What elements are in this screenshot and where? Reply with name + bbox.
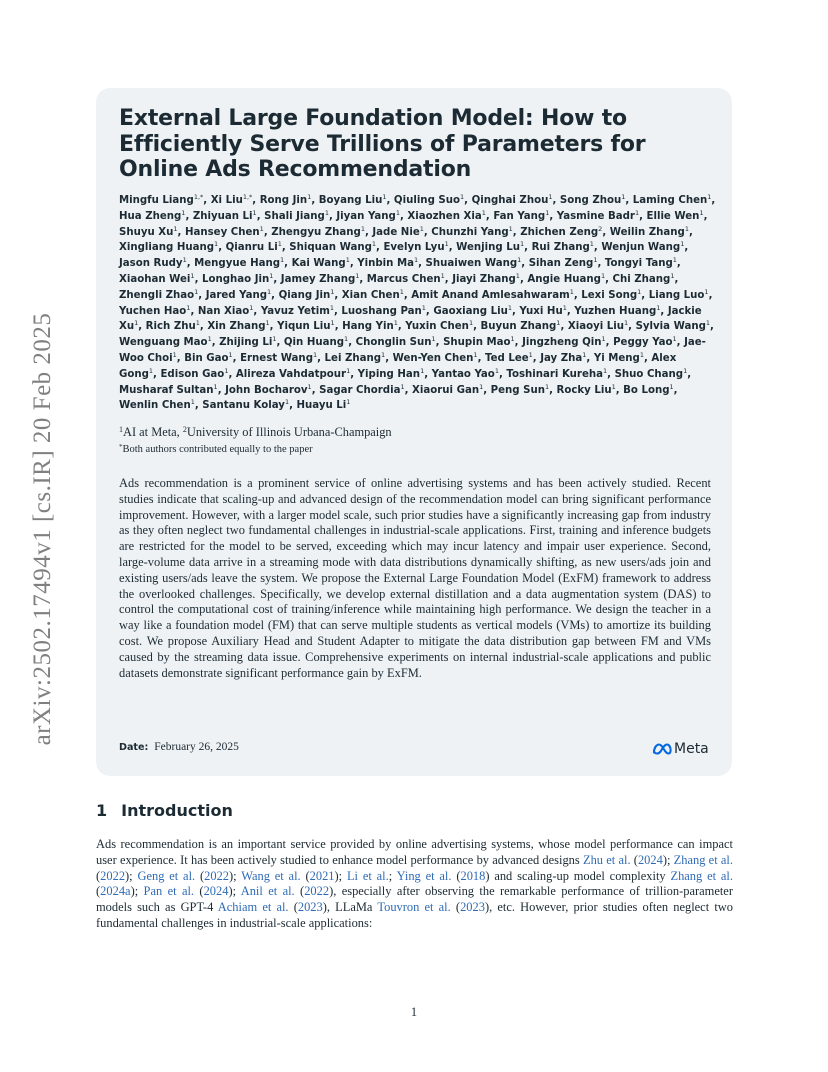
author-affiliation-marker: 1	[556, 319, 561, 328]
author-name: Jae-Woo Choi	[119, 337, 706, 364]
author-name: Lei Zhang	[324, 352, 382, 364]
author-affiliation-marker: 1	[284, 398, 290, 407]
meta-logo	[652, 741, 709, 757]
citation-link[interactable]: Pan et al.	[143, 884, 195, 899]
meta-logo-text: Meta	[674, 741, 709, 757]
intro-text: (	[96, 884, 101, 899]
author-affiliation-marker: 1	[228, 350, 233, 359]
author-affiliation-marker: 1	[699, 208, 704, 217]
author-name: Wenjun Wang	[601, 242, 681, 254]
intro-text: );	[229, 868, 242, 883]
citation-link[interactable]: Geng et al.	[137, 868, 196, 883]
author-affiliation-marker: 1	[259, 224, 264, 233]
author-name: Yuchen Hao	[119, 305, 187, 317]
author-name: Zhengyu Zhang	[271, 226, 361, 238]
intro-text: );	[125, 868, 138, 883]
author-name: Hang Yin	[342, 321, 394, 333]
author-affiliation-marker: 1	[344, 335, 349, 344]
affiliations	[119, 425, 717, 440]
author-affiliation-marker: 1	[603, 366, 608, 375]
author-affiliation-marker: 1	[421, 303, 426, 312]
author-name: Edison Gao	[160, 368, 225, 380]
author-name: Qiang Jin	[278, 289, 331, 301]
author-affiliation-marker: 1	[249, 303, 254, 312]
arxiv-identifier[interactable]	[23, 294, 63, 764]
author-affiliation-marker: 1	[195, 319, 200, 328]
author-name: Shuyu Xu	[119, 226, 174, 238]
author-name: Rich Zhu	[145, 321, 196, 333]
intro-text: ), etc. However, prior studies often neglect two fundamental challenges in industrial-scale applications:	[96, 900, 733, 930]
author-name: Tongyi Tang	[604, 258, 673, 270]
intro-text: (	[96, 868, 101, 883]
author-affiliation-marker: 1	[507, 303, 512, 312]
author-name: Toshinari Kureha	[506, 368, 603, 380]
author-affiliation-marker: 1,*	[242, 193, 253, 201]
author-affiliation-marker: 1	[684, 224, 689, 233]
intro-text: (	[294, 884, 305, 899]
author-name: Yantao Yao	[431, 368, 495, 380]
citation-link[interactable]: Wang et al.	[241, 868, 301, 883]
author-affiliation-marker: 1	[307, 382, 312, 391]
author-name: Chonglin Sun	[355, 337, 432, 349]
author-name: Liang Luo	[648, 289, 705, 301]
author-affiliation-marker: 1	[707, 193, 712, 201]
author-name: Shupin Mao	[443, 337, 511, 349]
author-affiliation-marker: 1	[267, 287, 272, 296]
author-affiliation-marker: 1	[213, 382, 218, 391]
author-affiliation-marker: 1	[444, 240, 449, 249]
author-affiliation-marker: 1	[508, 224, 513, 233]
author-name: Shuo Chang	[614, 368, 684, 380]
meta-infinity-icon	[652, 743, 672, 755]
citation-link[interactable]: Zhang et al.	[670, 868, 733, 883]
author-name: Qin Huang	[283, 337, 345, 349]
author-affiliation-marker: 1	[431, 335, 436, 344]
author-affiliation-marker: 1	[399, 287, 404, 296]
author-affiliation-marker: 1	[600, 271, 606, 280]
date-line	[119, 741, 239, 753]
citation-link[interactable]: 2023	[297, 900, 323, 915]
author-name: John Bocharov	[225, 384, 308, 396]
author-name: Laming Chen	[632, 195, 708, 206]
intro-text: ;	[388, 868, 397, 883]
author-affiliation-marker: 1	[381, 350, 386, 359]
page-number: 1	[410, 1005, 418, 1019]
author-name: Rong Jin	[259, 195, 308, 206]
equal-contribution-text: Both authors contributed equally to the paper	[122, 444, 313, 455]
author-affiliation-marker: 1	[272, 335, 277, 344]
author-name: Zhichen Zeng	[520, 226, 599, 238]
equal-contribution-marker: *	[119, 443, 123, 451]
citation-link[interactable]: Anil et al.	[240, 884, 295, 899]
intro-text: Ads recommendation is an important service provided by online advertising systems, whose model performance can impact user experience. It has been actively studied to enhance model performance by advanced designs	[96, 837, 733, 867]
intro-text: );	[228, 884, 241, 899]
author-name: Musharaf Sultan	[119, 384, 214, 396]
author-affiliation-marker: 1	[186, 303, 191, 312]
author-affiliation-marker: 1	[479, 382, 484, 391]
author-affiliation-marker: 1	[194, 287, 199, 296]
author-name: Xin Zhang	[207, 321, 266, 333]
author-affiliation-marker: 1	[705, 319, 711, 328]
intro-text: (	[451, 868, 461, 883]
author-affiliation-marker: 1	[548, 193, 553, 201]
author-affiliation-marker: 1,*	[193, 193, 204, 201]
author-name: Yuxin Chen	[405, 321, 469, 333]
author-name: Chi Zhang	[612, 273, 671, 285]
author-name: Amit Anand Amlesahwaram	[411, 289, 570, 301]
author-name: Xi Liu	[210, 195, 243, 206]
author-name: Jamey Zhang	[280, 273, 356, 285]
author-name: Wen-Yen Chen	[392, 352, 474, 364]
citation-link[interactable]: Li et al.	[346, 868, 389, 883]
citation-link[interactable]: Zhang et al.	[673, 852, 733, 867]
author-affiliation-marker: 1	[346, 398, 351, 407]
intro-text: (	[630, 852, 638, 867]
section-number: 1	[96, 801, 108, 820]
author-name: Qiuling Suo	[393, 195, 460, 206]
author-affiliation-marker: 1	[307, 193, 312, 201]
author-affiliation-marker: 1	[639, 350, 644, 359]
author-affiliation-marker: 1	[190, 398, 195, 407]
author-name: Rocky Liu	[556, 384, 612, 396]
author-affiliation-marker: 1	[520, 240, 525, 249]
author-affiliation-marker: 1	[494, 366, 499, 375]
intro-text: ) and scaling-up model complexity	[485, 868, 671, 883]
author-affiliation-marker: 1	[265, 319, 270, 328]
author-affiliation-marker: 1	[330, 319, 335, 328]
author-name: Yiping Han	[357, 368, 421, 380]
author-name: Huayu Li	[296, 400, 347, 412]
intro-text: ), especially after observing the remarkable performance of trillion-parameter models such as GPT-4	[96, 884, 733, 915]
author-name: Peng Sun	[490, 384, 545, 396]
date-label: Date:	[119, 742, 149, 753]
author-name: Zhengli Zhao	[119, 289, 195, 301]
author-affiliation-marker: 1	[582, 350, 587, 359]
author-affiliation-marker: 1	[569, 287, 574, 296]
author-affiliation-marker: 1	[382, 193, 387, 201]
author-affiliation-marker: 1	[460, 193, 465, 201]
author-name: Jackie Xu	[119, 305, 702, 333]
author-name: Lexi Song	[581, 289, 638, 301]
citation-link[interactable]: 2023	[460, 900, 485, 915]
author-affiliation-marker: 1	[545, 208, 550, 217]
author-affiliation-marker: 1	[473, 350, 478, 359]
author-affiliation-marker: 1	[400, 382, 405, 391]
author-affiliation-marker: 1	[704, 287, 709, 296]
author-affiliation-marker: 1	[517, 256, 522, 265]
author-affiliation-marker: 1	[669, 382, 674, 391]
author-affiliation-marker: 1	[468, 319, 474, 328]
author-name: Fan Yang	[493, 210, 546, 222]
author-name: Zhijing Li	[219, 337, 273, 349]
equal-contribution-note	[119, 444, 717, 455]
author-name: Hansey Chen	[184, 226, 260, 238]
citation-link[interactable]: 2024	[637, 852, 663, 867]
section-title: Introduction	[121, 801, 233, 820]
author-name: Shali Jiang	[264, 210, 325, 222]
citation-link[interactable]: 2022	[100, 868, 126, 883]
intro-text: (	[195, 868, 205, 883]
author-affiliation-marker: 1	[611, 382, 616, 391]
author-name: Xiaorui Gan	[412, 384, 480, 396]
author-affiliation-marker: 1	[172, 350, 177, 359]
intro-text: );	[130, 884, 144, 899]
author-name: Qinghai Zhou	[471, 195, 549, 206]
author-affiliation-marker: 1	[420, 366, 425, 375]
author-name: Zhiyuan Li	[192, 210, 253, 222]
author-name: Wenjing Lu	[456, 242, 520, 254]
introduction-paragraph	[96, 837, 733, 932]
author-affiliation-marker: 1	[510, 335, 515, 344]
author-affiliation-marker: 1	[672, 335, 677, 344]
citation-link[interactable]: 2021	[309, 868, 335, 883]
author-affiliation-marker: 1	[528, 350, 533, 359]
author-affiliation-marker: 1	[148, 366, 154, 375]
citation-link[interactable]: Ying et al.	[396, 868, 452, 883]
author-name: Jingzheng Qin	[522, 337, 602, 349]
author-affiliation-marker: 1	[214, 240, 219, 249]
author-affiliation-marker: 1	[207, 335, 212, 344]
author-name: Xiaozhen Xia	[407, 210, 482, 222]
author-affiliation-marker: 1	[269, 271, 274, 280]
author-name: Jason Rudy	[119, 258, 183, 270]
author-affiliation-marker: 1	[670, 271, 675, 280]
author-name: Yuxi Hu	[519, 305, 563, 317]
author-name: Ted Lee	[484, 352, 529, 364]
author-name: Yuzhen Huang	[574, 305, 657, 317]
author-name: Santanu Kolay	[202, 400, 285, 412]
author-name: Sagar Chordia	[319, 384, 401, 396]
author-name: Yiqun Liu	[277, 321, 331, 333]
author-name: Rui Zhang	[531, 242, 590, 254]
author-name: Angie Huang	[527, 273, 601, 285]
author-affiliation-marker: 1	[601, 335, 606, 344]
abstract: Ads recommendation is a prominent service of online advertising systems and has been actively studied. Recent studies indicate that scaling-up and advanced design of the recommendation model can bring significant performance improvement. However, with a larger model scale, such prior studies have a significantly increasing gap from industry as they often neglect two fundamental challenges in industrial-scale applications. First, training and inference budgets are restricted for the model to be served, exceeding which may incur latency and impair user experience. Second, large-volume data arrive in a streaming mode with data distributions dynamically shifting, as new users/ads join and existing users/ads leave the system. We propose the External Large Foundation Model (ExFM) framework to address the overlooked challenges. Specifically, we develop external distillation and a data augmentation system (DAS) to control the computational cost of training/inference while maintaining high performance. We design the teacher in a way like a foundation model (FM) that can serve multiple students as vertical models (VMs) to amortize its building cost. We propose Auxiliary Head and Student Adapter to mitigate the data distribution gap between FM and VMs caused by the streaming data issue. Comprehensive experiments on internal industrial-scale applications and public datasets demonstrate significant performance gain by ExFM.	[119, 476, 711, 680]
author-name: Nan Xiao	[197, 305, 250, 317]
author-name: Ellie Wen	[646, 210, 700, 222]
author-name: Song Zhou	[559, 195, 622, 206]
paper-title: External Large Foundation Model: How to Efficiently Serve Trillions of Parameters for Online Ads Recommendation	[119, 106, 646, 182]
author-affiliation-marker: 1	[413, 256, 419, 265]
author-affiliation-marker: 1	[280, 256, 285, 265]
intro-text: (	[194, 884, 204, 899]
author-name: Ernest Wang	[240, 352, 313, 364]
author-affiliation-marker: 1	[355, 271, 360, 280]
author-affiliation-marker: 1	[346, 366, 351, 375]
author-name: Xingliang Huang	[119, 242, 215, 254]
section-heading-introduction	[96, 801, 233, 820]
author-affiliation-marker: 1	[440, 271, 445, 280]
author-name: Mengyue Hang	[194, 258, 281, 270]
author-name: Jay Zha	[540, 352, 583, 364]
citation-link[interactable]: 2024a	[100, 884, 131, 899]
author-affiliation-marker: 1	[656, 303, 661, 312]
author-affiliation-marker: 1	[680, 240, 685, 249]
author-name: Bo Long	[623, 384, 670, 396]
author-affiliation-marker: 1	[181, 208, 186, 217]
author-affiliation-marker: 1	[634, 208, 640, 217]
author-name: Jiyan Yang	[336, 210, 396, 222]
intro-text: (	[288, 900, 298, 915]
author-affiliation-marker: 1	[329, 303, 334, 312]
author-name: Yasmine Badr	[556, 210, 635, 222]
arxiv-identifier-text: arXiv:2502.17494v1 [cs.IR] 20 Feb 2025	[29, 312, 56, 746]
author-name: Boyang Liu	[318, 195, 383, 206]
author-name: Qianru Li	[225, 242, 278, 254]
intro-text: );	[334, 868, 347, 883]
author-affiliation-marker: 1	[544, 382, 550, 391]
author-name: Longhao Jin	[201, 273, 270, 285]
author-name: Marcus Chen	[366, 273, 441, 285]
author-affiliation-marker: 2	[598, 224, 603, 233]
affiliation-2: University of Illinois Urbana-Champaign	[186, 425, 392, 439]
author-name: Jade Nie	[372, 226, 420, 238]
author-name: Alex Gong	[119, 352, 677, 380]
author-name: Jared Yang	[205, 289, 268, 301]
author-affiliation-marker: 1	[173, 224, 178, 233]
author-affiliation-marker: 1	[395, 208, 400, 217]
author-affiliation-marker: 1	[562, 303, 567, 312]
author-name: Luoshang Pan	[341, 305, 422, 317]
author-affiliation-marker: 1	[312, 350, 318, 359]
author-affiliation-marker: 1	[182, 256, 187, 265]
author-affiliation-marker: 1	[637, 287, 642, 296]
author-affiliation-marker: 1	[190, 271, 195, 280]
author-name: Yavuz Yetim	[260, 305, 330, 317]
author-name: Yinbin Ma	[357, 258, 414, 270]
author-name: Chunzhi Yang	[431, 226, 509, 238]
author-name: Evelyn Lyu	[383, 242, 445, 254]
author-name: Xian Chen	[341, 289, 400, 301]
author-name: Bin Gao	[184, 352, 229, 364]
author-name: Buyun Zhang	[480, 321, 557, 333]
author-affiliation-marker: 1	[393, 319, 398, 328]
author-affiliation-marker: 1	[224, 366, 229, 375]
author-affiliation-marker: 1	[624, 319, 629, 328]
intro-text: ), LLaMa	[322, 900, 378, 915]
citation-link[interactable]: 2022	[304, 884, 330, 899]
affiliation-marker-1: 1	[119, 425, 123, 434]
author-name: Yi Meng	[593, 352, 640, 364]
author-name: Peggy Yao	[613, 337, 673, 349]
author-affiliation-marker: 1	[621, 193, 626, 201]
intro-text: );	[662, 852, 674, 867]
citation-link[interactable]: 2022	[204, 868, 229, 883]
affiliation-1: AI at Meta,	[123, 425, 183, 439]
author-affiliation-marker: 1	[330, 287, 335, 296]
author-affiliation-marker: 1	[252, 208, 257, 217]
author-affiliation-marker: 1	[277, 240, 282, 249]
author-affiliation-marker: 1	[589, 240, 594, 249]
author-list: Mingfu Liang$^{1,*}$, Xi Liu$^{1,*}$, Rong Jin$^1$, Boyang Liu$^1$, Qiuling Suo$^1$, Qinghai Zhou$^1$, Song Zhou$^1$, Laming Chen$^1$, Hua Zheng$^1$, Zhiyuan Li$^1$, Shali Jiang$^1$, Jiyan Yang$^1$, Xiaozhen Xia$^1$, Fan Yang$^1$, Yasmine Badr$^1$, Ellie Wen$^1$, Shuyu Xu$^1$, Hansey Chen$^1$, Zhengyu Zhang$^1$, Jade Nie$^1$, Chunzhi Yang$^1$, Zhichen Zeng$^2$, Weilin Zhang$^1$, Xingliang Huang$^1$, Qianru Li$^1$, Shiquan Wang$^1$, Evelyn Lyu$^1$, Wenjing Lu$^1$, Rui Zhang$^1$, Wenjun Wang$^1$, Jason Rudy$^1$, Mengyue Hang$^1$, Kai Wang$^1$, Yinbin Ma$^1$, Shuaiwen Wang$^1$, Sihan Zeng$^1$, Tongyi Tang$^1$, Xiaohan Wei$^1$, Longhao Jin$^1$, Jamey Zhang$^1$, Marcus Chen$^1$, Jiayi Zhang$^1$, Angie Huang$^1$, Chi Zhang$^1$, Zhengli Zhao$^1$, Jared Yang$^1$, Qiang Jin$^1$, Xian Chen$^1$, Amit Anand Amlesahwaram$^1$, Lexi Song$^1$, Liang Luo$^1$, Yuchen Hao$^1$, Nan Xiao$^1$, Yavuz Yetim$^1$, Luoshang Pan$^1$, Gaoxiang Liu$^1$, Yuxi Hu$^1$, Yuzhen Huang$^1$, Jackie Xu$^1$, Rich Zhu$^1$, Xin Zhang$^1$, Yiqun Liu$^1$, Hang Yin$^1$, Yuxin Chen$^1$, Buyun Zhang$^1$, Xiaoyi Liu$^1$, Sylvia Wang$^1$, Wenguang Mao$^1$, Zhijing Li$^1$, Qin Huang$^1$, Chonglin Sun$^1$, Shupin Mao$^1$, Jingzheng Qin$^1$, Peggy Yao$^1$, Jae-Woo Choi$^1$, Bin Gao$^1$, Ernest Wang$^1$, Lei Zhang$^1$, Wen-Yen Chen$^1$, Ted Lee$^1$, Jay Zha$^1$, Yi Meng$^1$, Alex Gong$^1$, Edison Gao$^1$, Alireza Vahdatpour$^1$, Yiping Han$^1$, Yantao Yao$^1$, Toshinari Kureha$^1$, Shuo Chang$^1$, Musharaf Sultan$^1$, John Bocharov$^1$, Sagar Chordia$^1$, Xiaorui Gan$^1$, Peng Sun$^1$, Rocky Liu$^1$, Bo Long$^1$, Wenlin Chen$^1$, Santanu Kolay$^1$, Huayu Li$^1$	[119, 193, 716, 412]
author-name: Wenguang Mao	[119, 337, 208, 349]
citation-link[interactable]: 2024	[203, 884, 229, 899]
author-affiliation-marker: 1	[515, 271, 520, 280]
citation-link[interactable]: Zhu et al.	[582, 852, 631, 867]
author-name: Shuaiwen Wang	[425, 258, 518, 270]
author-name: Jiayi Zhang	[452, 273, 516, 285]
author-affiliation-marker: 1	[360, 224, 365, 233]
citation-link[interactable]: Touvron et al.	[377, 900, 451, 915]
author-affiliation-marker: 1	[345, 256, 350, 265]
author-affiliation-marker: 1	[419, 224, 424, 233]
intro-text: (	[450, 900, 461, 915]
author-affiliation-marker: 1	[683, 366, 688, 375]
author-affiliation-marker: 1	[593, 256, 598, 265]
author-affiliation-marker: 1	[481, 208, 486, 217]
author-name: Wenlin Chen	[119, 400, 191, 412]
author-name: Xiaoyi Liu	[567, 321, 624, 333]
author-name: Shiquan Wang	[289, 242, 372, 254]
author-affiliation-marker: 1	[134, 319, 139, 328]
author-name: Gaoxiang Liu	[433, 305, 508, 317]
date-value: February 26, 2025	[154, 741, 239, 753]
author-affiliation-marker: 1	[371, 240, 377, 249]
author-name: Sylvia Wang	[635, 321, 706, 333]
intro-text: (	[300, 868, 310, 883]
citation-link[interactable]: Achiam et al.	[217, 900, 289, 915]
author-name: Alireza Vahdatpour	[235, 368, 347, 380]
author-affiliation-marker: 1	[672, 256, 677, 265]
author-name: Hua Zheng	[119, 210, 182, 222]
author-name: Xiaohan Wei	[119, 273, 191, 285]
author-name: Weilin Zhang	[609, 226, 685, 238]
author-name: Mingfu Liang	[119, 195, 194, 206]
affiliation-marker-2: 2	[182, 425, 187, 434]
author-affiliation-marker: 1	[324, 208, 329, 217]
author-name: Kai Wang	[291, 258, 346, 270]
author-name: Sihan Zeng	[528, 258, 594, 270]
citation-link[interactable]: 2018	[460, 868, 486, 883]
